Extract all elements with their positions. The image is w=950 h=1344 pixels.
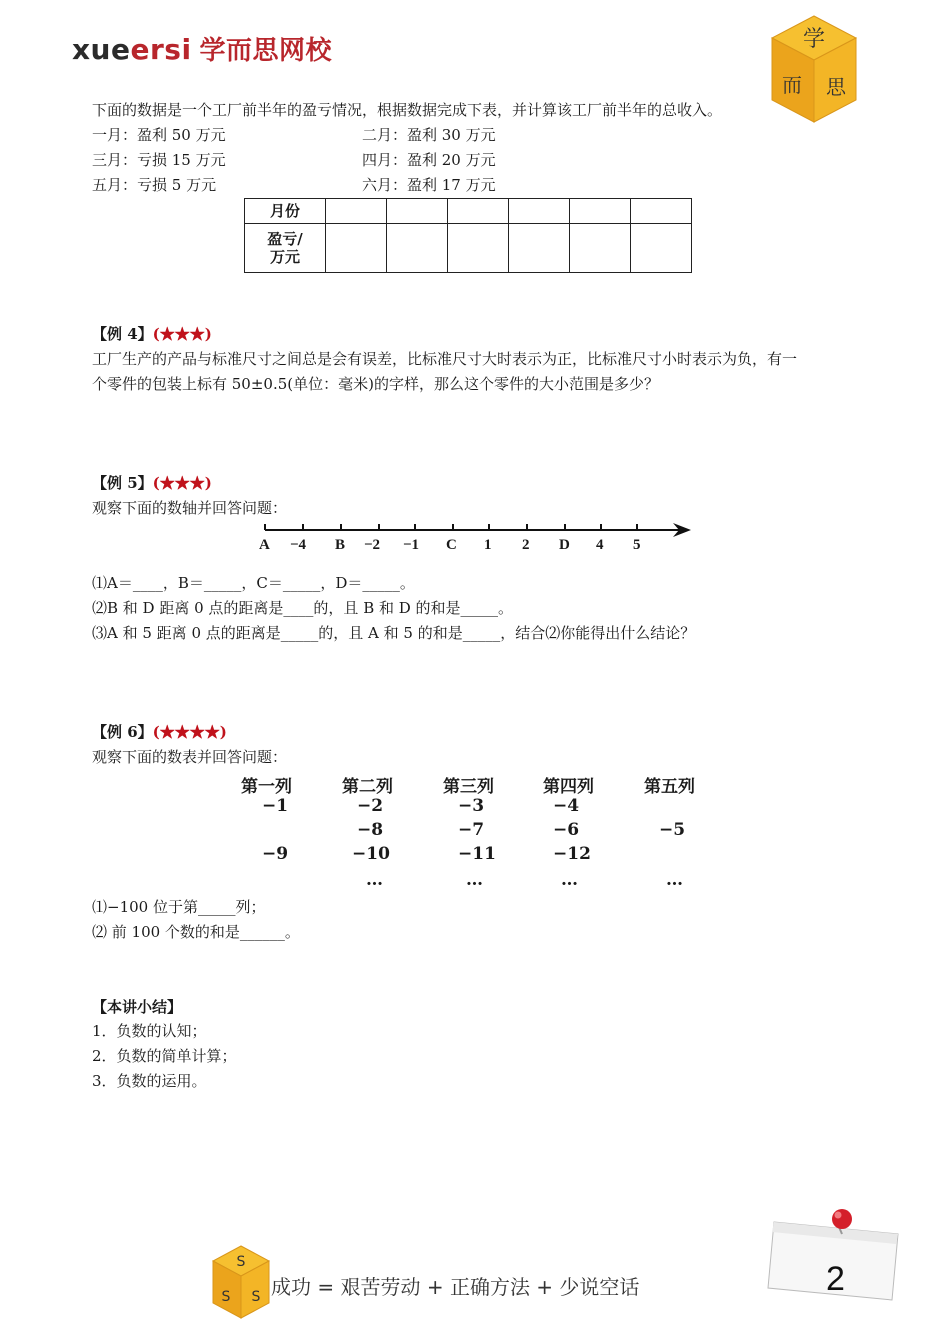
table-cell[interactable]	[509, 199, 570, 224]
month-may: 五月：亏损 5 万元	[92, 176, 217, 194]
table-cell[interactable]	[448, 199, 509, 224]
table-cell-r4c5: …	[666, 870, 683, 890]
month-apr: 四月：盈利 20 万元	[362, 151, 496, 169]
cube-logo-icon	[768, 14, 860, 126]
axis-label-neg4: −4	[290, 537, 307, 553]
footer-slogan: 成功 = 艰苦劳动 + 正确方法 + 少说空话	[271, 1275, 640, 1299]
page-number: 2	[826, 1260, 845, 1298]
axis-label-A: A	[259, 537, 270, 553]
axis-label-C: C	[446, 537, 457, 553]
month-jan: 一月：盈利 50 万元	[92, 126, 226, 144]
axis-label-1: 1	[484, 537, 492, 553]
table-cell-r2c4: −6	[553, 820, 580, 840]
table-cell-r2c2: −8	[357, 820, 384, 840]
cube-letter-top: S	[236, 1254, 246, 1270]
table-cell-r1c1: −1	[262, 796, 289, 816]
table-cell-r2c3: −7	[458, 820, 485, 840]
ex4-line2: 个零件的包装上标有 50±0.5(单位：毫米)的字样，那么这个零件的大小范围是多少？	[92, 375, 659, 393]
table-header-profit	[245, 224, 326, 273]
summary-item-2: 2．负数的简单计算；	[92, 1047, 237, 1065]
axis-label-neg2: −2	[364, 537, 381, 553]
col-header-2: 第二列	[342, 777, 393, 797]
axis-label-5: 5	[633, 537, 641, 553]
cube-letter-right: S	[251, 1289, 261, 1305]
table-cell[interactable]	[448, 224, 509, 273]
table-cell-r3c4: −12	[553, 844, 591, 864]
ex6-heading	[92, 722, 227, 742]
table-cell-r3c1: −9	[262, 844, 289, 864]
table-header-profit-a: 盈亏/	[267, 230, 303, 248]
table-cell[interactable]	[326, 224, 387, 273]
table-cell[interactable]	[509, 224, 570, 273]
col-header-3: 第三列	[443, 777, 494, 797]
col-header-1: 第一列	[241, 777, 292, 797]
ex4-stars: (★★★)	[152, 325, 212, 343]
cube-char-right: 思	[826, 75, 846, 99]
ex5-title: 【例 5】	[92, 474, 153, 492]
col-header-5: 第五列	[644, 777, 695, 797]
ex4-heading	[92, 324, 212, 344]
table-cell-r3c2: −10	[352, 844, 390, 864]
table-cell[interactable]	[387, 199, 448, 224]
table-cell[interactable]	[387, 224, 448, 273]
ex6-stars: (★★★★)	[152, 723, 227, 741]
ex6-title: 【例 6】	[92, 723, 153, 741]
ex5-stars: (★★★)	[152, 474, 212, 492]
ex5-q3: ⑶A 和 5 距离 0 点的距离是_____的，且 A 和 5 的和是_____，结合⑵你能得出什么结论？	[92, 624, 696, 642]
summary-item-3: 3．负数的运用。	[92, 1072, 207, 1090]
ex6-intro: 观察下面的数表并回答问题：	[92, 748, 288, 766]
table-cell-r4c2: …	[366, 870, 383, 890]
summary-title: 【本讲小结】	[92, 998, 183, 1016]
brand-logo	[72, 30, 332, 67]
table-cell-r4c4: …	[561, 870, 578, 890]
cube-letter-left: S	[221, 1289, 231, 1305]
problem3-intro: 下面的数据是一个工厂前半年的盈亏情况，根据数据完成下表，并计算该工厂前半年的总收入。	[92, 101, 723, 119]
axis-label-D: D	[559, 537, 570, 553]
table-cell[interactable]	[570, 199, 631, 224]
number-line	[255, 518, 695, 542]
table-header-profit-b: 万元	[269, 248, 300, 266]
table-cell-r2c5: −5	[659, 820, 686, 840]
table-cell-r1c2: −2	[357, 796, 384, 816]
sss-cube-icon	[210, 1244, 272, 1320]
brand-latin-a: xue	[72, 33, 131, 66]
axis-label-2: 2	[522, 537, 530, 553]
table-cell[interactable]	[570, 224, 631, 273]
profit-table	[244, 198, 692, 273]
summary-item-1: 1．负数的认知；	[92, 1022, 207, 1040]
axis-label-B: B	[335, 537, 346, 553]
cube-char-left: 而	[782, 73, 802, 97]
axis-label-neg1: −1	[403, 537, 420, 553]
table-cell-r1c4: −4	[553, 796, 580, 816]
month-jun: 六月：盈利 17 万元	[362, 176, 496, 194]
ex6-q2: ⑵ 前 100 个数的和是______。	[92, 923, 300, 941]
brand-latin-b: ersi	[130, 33, 192, 66]
ex4-title: 【例 4】	[92, 325, 153, 343]
table-cell[interactable]	[631, 199, 692, 224]
cube-char-top: 学	[802, 27, 826, 52]
ex5-heading	[92, 473, 212, 493]
month-feb: 二月：盈利 30 万元	[362, 126, 496, 144]
table-header-month: 月份	[245, 199, 326, 224]
table-cell-r1c3: −3	[458, 796, 485, 816]
ex5-q1: ⑴A＝____，B＝_____，C＝_____，D＝_____。	[92, 574, 415, 592]
axis-label-4: 4	[596, 537, 604, 553]
table-cell[interactable]	[326, 199, 387, 224]
col-header-4: 第四列	[543, 777, 594, 797]
month-mar: 三月：亏损 15 万元	[92, 151, 226, 169]
brand-cn: 学而思网校	[199, 36, 333, 66]
ex6-q1: ⑴−100 位于第_____列；	[92, 898, 266, 916]
table-cell-r3c3: −11	[458, 844, 496, 864]
ex5-intro: 观察下面的数轴并回答问题：	[92, 499, 288, 517]
ex4-line1: 工厂生产的产品与标准尺寸之间总是会有误差，比标准尺寸大时表示为正，比标准尺寸小时表示为负，有一	[92, 350, 798, 368]
table-cell-r4c3: …	[466, 870, 483, 890]
ex5-q2: ⑵B 和 D 距离 0 点的距离是____的，且 B 和 D 的和是_____。	[92, 599, 514, 617]
table-cell[interactable]	[631, 224, 692, 273]
